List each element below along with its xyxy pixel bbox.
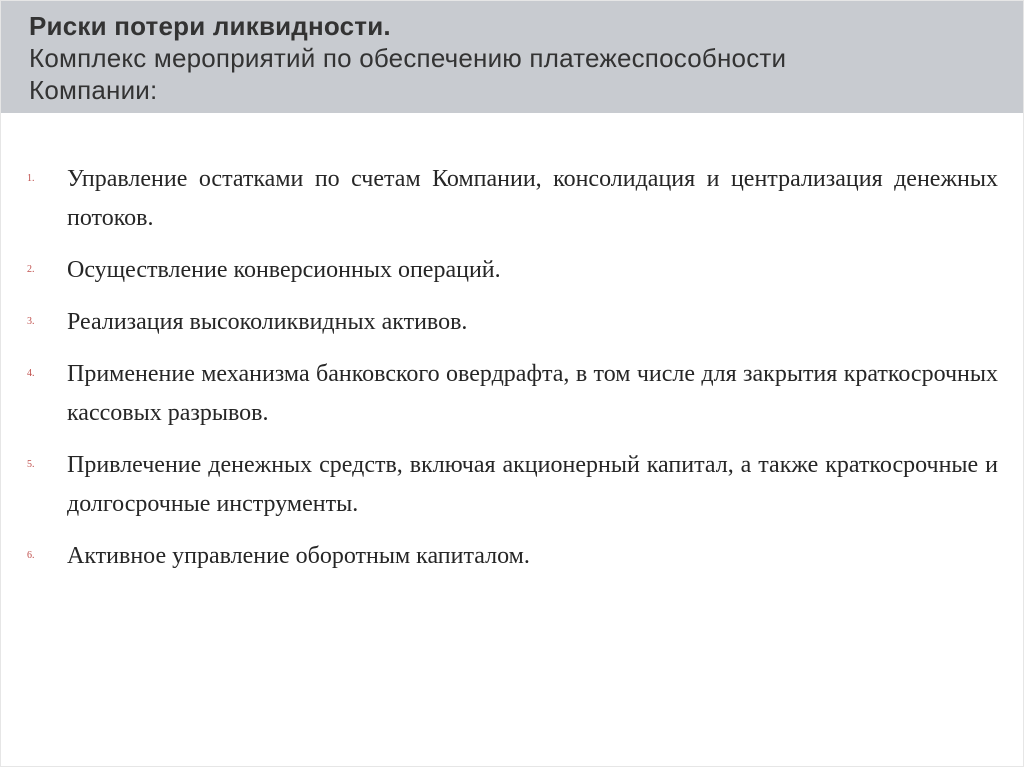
measures-list	[0, 160, 1024, 589]
list-item	[0, 251, 1024, 290]
slide-subtitle-line-2: Компании:	[29, 75, 158, 105]
list-item	[0, 355, 1024, 433]
list-item-number: 5.	[27, 459, 35, 470]
list-item-number: 3.	[27, 316, 35, 327]
slide-header	[0, 0, 1024, 113]
list-item-number: 6.	[27, 550, 35, 561]
list-item	[0, 303, 1024, 342]
list-item-text: Управление остатками по счетам Компании, консолидация и централизация денежных потоков.	[67, 166, 998, 231]
list-item-number: 1.	[27, 173, 35, 184]
list-item	[0, 446, 1024, 524]
list-item	[0, 160, 1024, 238]
list-item-text: Активное управление оборотным капиталом.	[67, 543, 530, 569]
list-item-text: Осуществление конверсионных операций.	[67, 257, 501, 283]
list-item-text: Привлечение денежных средств, включая акционерный капитал, а также краткосрочные и долгосрочные инструменты.	[67, 452, 998, 517]
list-item-text: Применение механизма банковского овердрафта, в том числе для закрытия краткосрочных кассовых разрывов.	[67, 361, 998, 426]
slide-subtitle-line-1: Комплекс мероприятий по обеспечению платежеспособности	[29, 43, 787, 73]
list-item-number: 4.	[27, 368, 35, 379]
list-item	[0, 537, 1024, 576]
list-item-number: 2.	[27, 264, 35, 275]
list-item-text: Реализация высоколиквидных активов.	[67, 309, 468, 335]
slide-title: Риски потери ликвидности.	[29, 11, 391, 41]
